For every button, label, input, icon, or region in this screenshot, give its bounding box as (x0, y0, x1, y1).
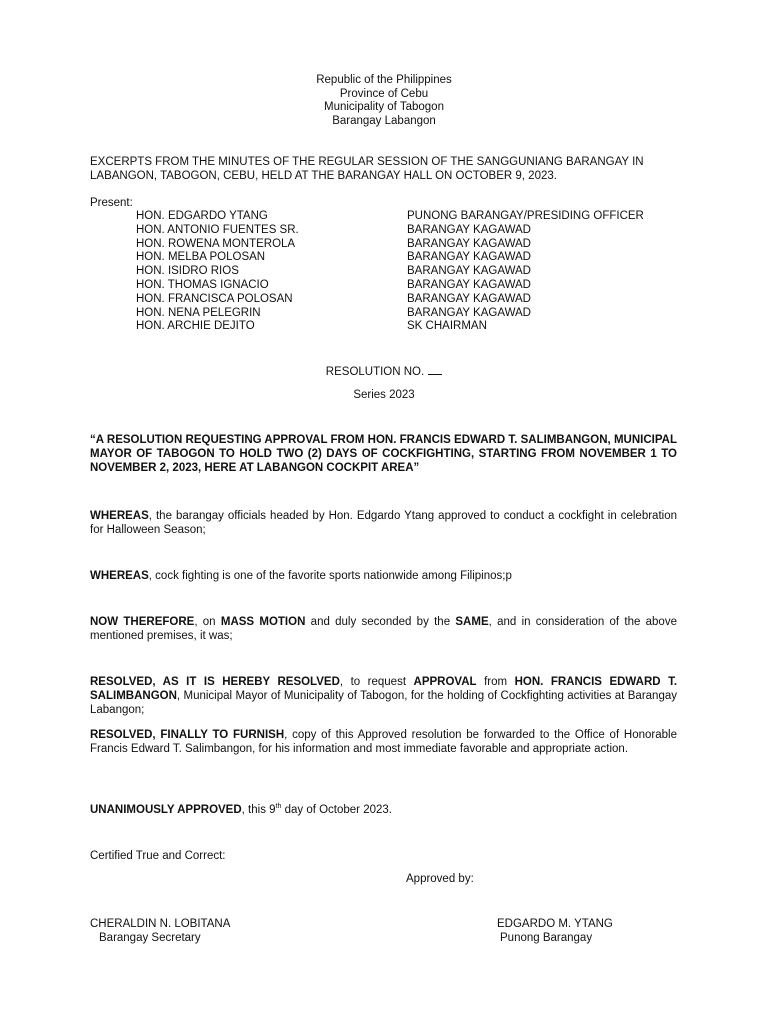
series-label: Series 2023 (353, 389, 415, 401)
paragraph-text: , this 9 (241, 804, 276, 816)
approved-lead: UNANIMOUSLY APPROVED (90, 804, 242, 816)
whereas-lead: WHEREAS (90, 570, 149, 582)
secretary-name: CHERALDIN N. LOBITANA (90, 918, 231, 930)
header-republic: Republic of the Philippines (316, 74, 452, 86)
approval-text: APPROVAL (413, 676, 477, 688)
now-therefore-lead: NOW THEREFORE (90, 616, 195, 628)
attendee-row (136, 264, 676, 278)
resolved-lead: RESOLVED, FINALLY TO FURNISH (90, 729, 285, 741)
paragraph-text: from (476, 676, 515, 688)
ordinal-suffix: th (275, 803, 282, 811)
same-text: SAME (455, 616, 489, 628)
resolved-paragraph-1 (90, 675, 677, 717)
header-municipality: Municipality of Tabogon (324, 101, 444, 114)
paragraph-text: , copy of this Approved resolution be forwarded to the Office of Honorable Francis Edward T. Salimbangon, for his information and most immediate favorable and appropriate action. (90, 729, 677, 755)
resolution-number-label: RESOLUTION NO. (325, 366, 425, 378)
attendance-list (136, 209, 676, 333)
now-therefore-paragraph (90, 615, 677, 643)
attendee-row (136, 292, 676, 306)
whereas-paragraph-2 (90, 569, 677, 583)
punong-barangay-name: EDGARDO M. YTANG (497, 918, 613, 930)
attendee-name: HON. ANTONIO FUENTES SR. (136, 223, 299, 236)
header-barangay: Barangay Labangon (332, 114, 436, 127)
approval-statement (90, 803, 677, 817)
resolution-number-blank (428, 365, 442, 375)
resolution-number (0, 365, 768, 379)
approved-by-label: Approved by: (406, 873, 474, 885)
attendee-position: BARANGAY KAGAWAD (407, 265, 531, 278)
certified-label: Certified True and Correct: (90, 850, 226, 862)
attendee-position: BARANGAY KAGAWAD (407, 237, 531, 250)
attendee-name: HON. NENA PELEGRIN (136, 306, 261, 319)
paragraph-text: and duly seconded by the (305, 616, 456, 628)
secretary-signatory (90, 917, 230, 945)
attendee-row (136, 319, 676, 333)
attendee-position: SK CHAIRMAN (407, 320, 487, 333)
mass-motion-text: MASS MOTION (220, 616, 306, 628)
resolution-title: “A RESOLUTION REQUESTING APPROVAL FROM HON. FRANCIS EDWARD T. SALIMBANGON, MUNICIPAL MAYOR OF TABOGON TO HOLD TWO (2) DAYS OF COCKFIGHTING, STARTING FROM NOVEMBER 1 TO NOVEMBER 2, 2023, HERE AT LABANGON COCKPIT AREA” (90, 434, 677, 474)
attendee-name: HON. MELBA POLOSAN (136, 251, 266, 264)
document-header (0, 73, 768, 127)
attendee-row (136, 306, 676, 320)
resolved-paragraph-2 (90, 728, 677, 756)
excerpt-statement: EXCERPTS FROM THE MINUTES OF THE REGULAR SESSION OF THE SANGGUNIANG BARANGAY IN LABANGON, TABOGON, CEBU, HELD AT THE BARANGAY HALL ON OCTOBER 9, 2023. (90, 156, 644, 182)
attendee-row (136, 209, 676, 223)
attendee-name: HON. THOMAS IGNACIO (136, 278, 269, 291)
attendee-row (136, 237, 676, 251)
attendee-position: BARANGAY KAGAWAD (407, 223, 531, 236)
whereas-paragraph-1 (90, 509, 677, 537)
attendee-position: PUNONG BARANGAY/PRESIDING OFFICER (407, 210, 644, 222)
paragraph-text: day of October 2023. (281, 804, 392, 816)
attendee-position: BARANGAY KAGAWAD (407, 306, 531, 319)
present-label: Present: (90, 197, 133, 209)
header-province: Province of Cebu (339, 87, 429, 100)
whereas-text: , the barangay officials headed by Hon. Edgardo Ytang approved to conduct a cockfight in celebration for Halloween Season; (90, 510, 677, 536)
attendee-row (136, 250, 676, 264)
punong-barangay-signatory (497, 917, 613, 945)
mayor-name-text: HON. FRANCIS EDWARD T. SALIMBANGON (90, 676, 678, 702)
paragraph-text: , and in consideration of the above mentioned premises, it was; (90, 616, 677, 642)
whereas-lead: WHEREAS (90, 510, 149, 522)
paragraph-text: , on (194, 616, 221, 628)
attendee-position: BARANGAY KAGAWAD (407, 292, 531, 305)
attendee-name: HON. ARCHIE DEJITO (136, 320, 255, 333)
attendee-row (136, 223, 676, 237)
attendee-name: HON. ISIDRO RIOS (136, 265, 239, 278)
attendee-name: HON. EDGARDO YTANG (136, 210, 268, 222)
punong-barangay-role: Punong Barangay (500, 932, 593, 944)
paragraph-text: , Municipal Mayor of Municipality of Tabogon, for the holding of Cockfighting activities at Barangay Labangon; (90, 690, 677, 716)
paragraph-text: , to request (339, 676, 414, 688)
attendee-position: BARANGAY KAGAWAD (407, 278, 531, 291)
attendee-name: HON. FRANCISCA POLOSAN (136, 292, 293, 305)
attendee-position: BARANGAY KAGAWAD (407, 251, 531, 264)
attendee-row (136, 278, 676, 292)
resolved-lead: RESOLVED, AS IT IS HEREBY RESOLVED (90, 676, 340, 688)
whereas-text: , cock fighting is one of the favorite sports nationwide among Filipinos;p (148, 570, 512, 582)
secretary-role: Barangay Secretary (99, 932, 201, 944)
attendee-name: HON. ROWENA MONTEROLA (136, 237, 296, 250)
